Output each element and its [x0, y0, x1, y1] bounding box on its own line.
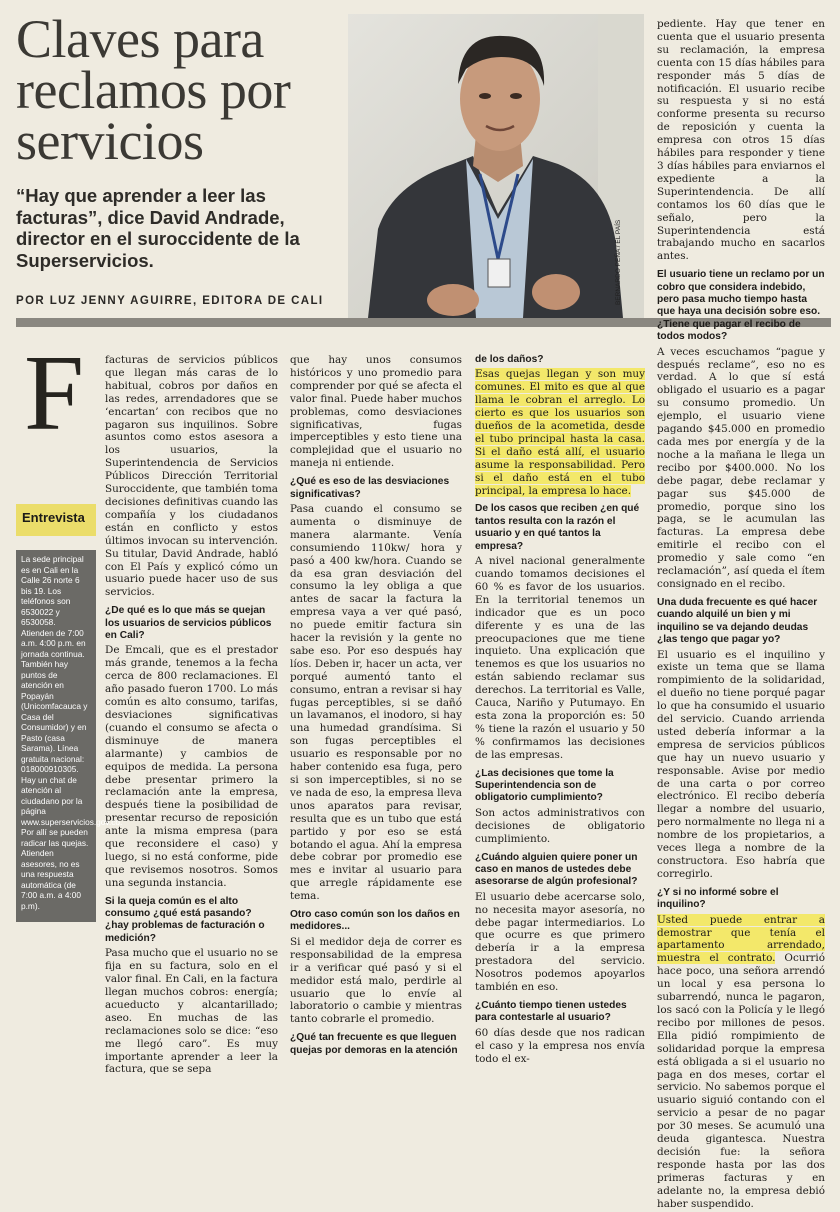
question: ¿De qué es lo que más se quejan los usuarios de servicios públicos en Cali?: [105, 605, 272, 642]
answer: Son actos administrativos con decisiones de obligatorio cumplimiento.: [475, 806, 645, 845]
question: ¿Qué es eso de las desviaciones significativas?: [290, 476, 450, 500]
question: ¿Cuándo alguien quiere poner un caso en manos de ustedes debe asesorarse de algún profesional?: [475, 851, 638, 888]
answer: De Emcali, que es el prestador más grande, tenemos a la fecha cerca de 800 reclamaciones. El año pasado fueron 1700. Lo más común es alto consumo, tarifas, desviaciones significativas (cuando el consumo se afecta o disminuye de manera alarmante) y cambios de equipos de medida. La persona debe presentar primero la reclamación ante la empresa, después tiene la posibilidad de presentar recurso de reposición ante la misma empresa (para que reconsidere el caso) y luego, si no está conforme, pide que revisemos nosotros. Somos una segunda instancia.: [105, 644, 278, 889]
question: De los casos que reciben ¿en qué tantos resulta con la razón el usuario y en qué tantos la empresa?: [475, 503, 640, 552]
question: de los daños?: [475, 354, 544, 365]
photo-credit: BERNARDO PEÑA / EL PAÍS: [615, 219, 622, 305]
column-4: [657, 18, 825, 1212]
column-3: [475, 354, 645, 1068]
portrait-illustration: [348, 14, 644, 318]
question: ¿Las decisiones que tome la Superintendencia son de obligatorio cumplimiento?: [475, 767, 614, 804]
sidebar-text: La sede principal es en Cali en la Calle 26 norte 6 bis 19. Los teléfonos son 6530022 y 6530058. Atienden de 7:00 a.m. 4:00 p.m. en jornada continua. También hay puntos de atención en Popayán (Unicomfacauca y Casa del Consumidor) y en Pasto (casa Sarama). Línea gratuita nacional: 018000910305. Hay un chat de atención al ciudadano por la página www.superservicios.gov.co. Por allí se pueden radicar las quejas. Atienden asesores, no es una respuesta automática (de 7:00 a.m. a 4:00 p.m).: [16, 550, 96, 922]
info-sidebar: [16, 504, 123, 924]
question: El usuario tiene un reclamo por un cobro que considera indebido, pero pasa mucho tiempo hasta que haya una decisión sobre eso. ¿Tiene que pagar el recibo de todos modos?: [657, 269, 825, 343]
answer: Pasa cuando el consumo se aumenta o disminuye de manera alarmante. Venía consumiendo 110kw/ hora y pasó a 400 kw/hora. Cuando se da esa gran desviación del consumo la ley obliga a que antes de sacar la factura la empresa vaya a ver qué pasó, no puede emitir factura sin hacer la revisión y la gente no sabe eso. Por eso después hay líos. Deben ir, hacer un acta, ver porqué aumentó tanto el consumo, entran a revisar si hay fugas perceptibles, si se dañó un lavamanos, el inodoro, si hay una humedad grandísima. Si son fugas perceptibles el usuario es responsable por no haber contenido esa fuga, pero si son imperceptibles, si no se ve nada de eso, la empresa lleva unos aparatos para revisar, resulta que es un tubo que está partido y por eso se está botando el agua. Ahí la empresa debe cobrar por promedio ese mes e invitar al usuario para que arregle rápidamente ese tema.: [290, 502, 462, 903]
column-1: [105, 354, 278, 1078]
answer: A nivel nacional generalmente cuando tomamos decisiones el 60 % es favor de los usuarios. En la territorial tenemos un indicador que es un poco diferente y es una de las preocupaciones que me tiene inquieto. Una explicación que tenemos es que los usuarios no están sabiendo reclamar sus derechos. La territorial es Valle, Cauca, Nariño y Putumayo. En esta zona la proporción es: 50 % tiene la razón el usuario y 50 % confirmamos las decisiones de las empresas.: [475, 555, 645, 761]
question: Una duda frecuente es qué hacer cuando alquilé un bien y mi inquilino se va dejando deudas ¿las tengo que pagar yo?: [657, 596, 818, 646]
deck-subtitle: “Hay que aprender a leer las facturas”, dice David Andrade, director en el suroccidente de la Superservicios.: [16, 185, 300, 271]
question: Si la queja común es el alto consumo ¿qué está pasando? ¿hay problemas de facturación o medición?: [105, 895, 265, 944]
paragraph: que hay unos consumos históricos y uno promedio para comprender por qué se afecta el valor final. Puede haber muchos problemas, como desviaciones significativas, fugas imperceptibles y esto tiene una complejidad que el usuario no maneja ni entiende.: [290, 354, 462, 470]
answer: A veces escuchamos “pague y después reclame”, eso no es verdad. A lo que sí está obligado el usuario es a pagar su consumo promedio. Un ejemplo, el usuario viene pagando $45.000 en promedio cada mes por energía y de la noche a la mañana le llega un recibo por $400.000. No los debe pagar, debe reclamar y pagar sus $45.000 de promedio, porque sino los paga, se le acumulan las facturas. La empresa debe emitirle el recibo con el promedio y sale como “en reclamación”, así queda el ítem consignado en el recibo.: [657, 345, 825, 590]
portrait-photo: [348, 14, 644, 318]
sidebar-title: Entrevista: [16, 504, 96, 536]
headline: Claves para reclamos por servicios: [16, 9, 291, 171]
answer: El usuario es el inquilino y existe un tema que se llama rompimiento de la solidaridad, el dueño no tiene porqué pagar lo que ha consumido el usuario del servicio. Cuando arrienda usted debería informar a la empresa de servicios públicos que hay un nuevo usuario y responsable. Avise por medio de una carta o por correo electrónico. El recibo debería llegar a nombre del usuario, pero normalmente no llega ni a nombre de los propietarios, a veces llega a nombre de la constructora. Eso habría que corregirlo.: [657, 648, 825, 880]
drop-cap: F: [24, 334, 85, 453]
intro-paragraph: facturas de servicios públicos que llegan más caras de lo habitual, cobros por daños en las redes, arrendadores que se ‘encartan’ con recibos que no pagaron sus inquilinos. Sobre asuntos como estos asesora a los usuarios, la Superintendencia de Servicios Públicos Dirección Territorial Suroccidente, que también toma decisiones definitivas cuando las compañía y los ciudadanos están en conflicto y estos últimos invocan su intervención. Su titular, David Andrade, habló con El País y explicó cómo un usuario puede hacer uso de sus servicios.: [105, 354, 278, 599]
answer-highlighted: [475, 368, 645, 497]
question: ¿Cuánto tiempo tienen ustedes para contestarle al usuario?: [475, 1000, 627, 1024]
highlight: Usted puede entrar a demostrar que tenía el apartamento arrendado, muestra el contrato.: [657, 913, 825, 965]
paragraph: pediente. Hay que tener en cuenta que el usuario presenta su reclamación, la empresa cuenta con 15 días hábiles para responder más 5 días de notificación. El usuario recibe su respuesta y si no está conforme presenta su recurso de reposición y cuenta la empresa con otros 15 días hábiles para responder y tiene 3 días hábiles para enviarnos el expediente a la Superintendencia. De allí contamos los 60 días que le señalo, pero la Superintendencia está trabajando mucho en sacarlos antes.: [657, 18, 825, 263]
answer: El usuario debe acercarse solo, no necesita mayor asesoría, no debe pagar intermediarios. Lo que ocurre es que primero debería ir a la empresa prestadora del servicio. Nosotros podemos apoyarlos también en eso.: [475, 890, 645, 994]
answer: 60 días desde que nos radican el caso y la empresa nos envía todo el ex-: [475, 1026, 645, 1065]
highlight: Esas quejas llegan y son muy comunes. El mito es que al que llama le cobran el arreglo. Lo cierto es que los usuarios son dueños de la acometida, desde el tubo principal hasta la casa. Si el daño está allí, el usuario asume la responsabilidad. Pero si el daño está en el tubo principal, la empresa lo hace.: [475, 368, 645, 497]
question: Otro caso común son los daños en medidores...: [290, 909, 460, 933]
answer-rest: Ocurrió hace poco, una señora arrendó un local y esa persona lo subarrendó, nunca le pagaron, los sacó con la Policía y le llegó recibo por millones de pesos. Ella pidió rompimiento de solidaridad porque la empresa está obligada a si el usuario no paga en dos meses, cortar el servicio. No sabemos porque el usuario siguió contando con el servicio a pesar de no pagar por 30 meses. Se acumuló una deuda gigantesca. Nuestra decisión fue: la señora responde hasta por las dos primeras facturas y en adelante no, la empresa debió haber suspendido.: [657, 952, 825, 1210]
column-2: [290, 354, 462, 1059]
question: ¿Y si no informé sobre el inquilino?: [657, 886, 779, 911]
question: ¿Qué tan frecuente es que lleguen quejas por demoras en la atención: [290, 1032, 458, 1056]
byline: POR LUZ JENNY AGUIRRE, EDITORA DE CALI: [16, 295, 324, 307]
answer: [657, 914, 825, 1211]
answer: Si el medidor deja de correr es responsabilidad de la empresa ir a verificar qué pasó y si el medidor está malo, perdirle al usuario que lo envíe al laboratorio o cambie y mientras tanto cobrarle el promedio.: [290, 935, 462, 1026]
answer: Pasa mucho que el usuario no se fija en su factura, solo en el valor final. En Cali, en la factura llegan muchos cobros: energía; acueducto y alcantarillado; aseo. En muchas de las reclamaciones solo se dice: “eso me llegó caro”. Es muy importante aprender a leer la factura, que se sepa: [105, 947, 278, 1076]
